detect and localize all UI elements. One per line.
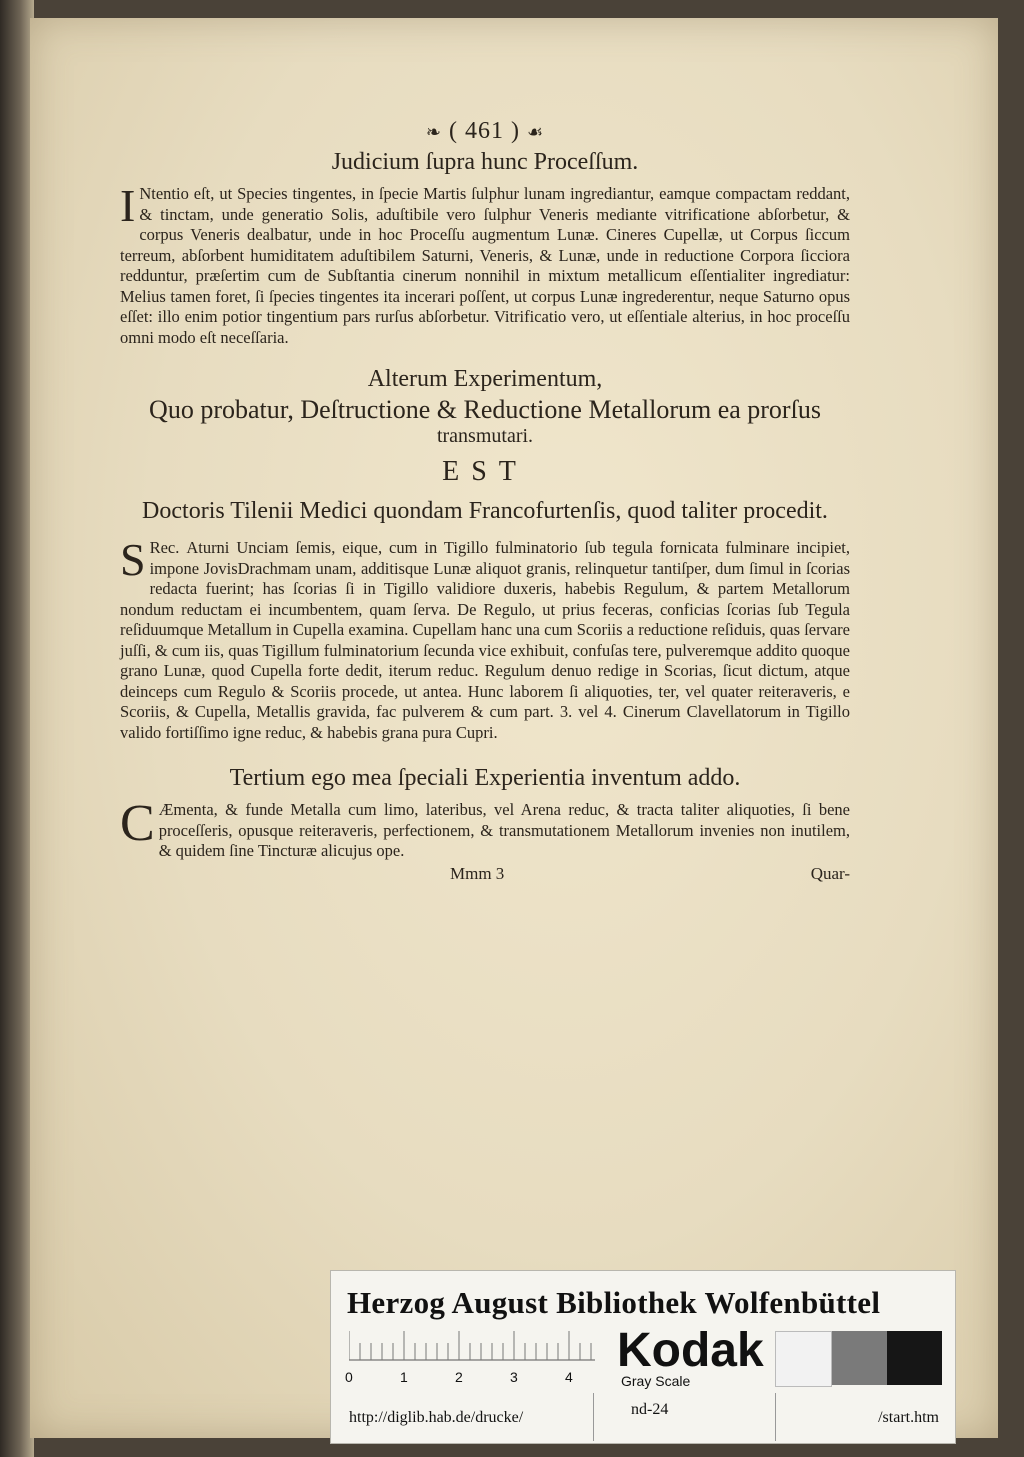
kodak-logo: Kodak (617, 1324, 764, 1377)
page-number: ( 461 ) (448, 118, 520, 144)
ruler-number: 1 (400, 1369, 408, 1385)
ornament-right-icon: ☙ (526, 122, 545, 142)
section2-heading-line2: Quo probatur, Deſtructione & Reductione Metallorum ea prorſus (149, 395, 821, 424)
section2-body: Aturni Unciam ſemis, eique, cum in Tigillo fulminatorio ſub tegula fornicata fulminare incipiet, impone JovisDrachmam unam, additisque Lunæ aliquot granis, relinquetur tantiſper, dum ſimul in ſcorias redacta fuerint; has ſcorias ſi in Tigillo validiore duxeris, habebis Regulum, & partem Metallorum nondum reductam ei incumbentem, quam ſerva. De Regulo, ut prius feceras, conficias ſcorias ſub Tegula reſiduumque Metallum in Cupella examina. Cupellam hanc una cum Scoriis a reductione reſiduis, quas ſervare juſſi, & cum iis, quas Tigillum fulminatorium ſecunda vice exhibuit, confuſas tere, pulveremque addito quoque grano Lunæ, quod Cupella forte dedit, iterum reduc. Regulum denuo redige in Scorias, ſicut dictum, atque deinceps cum Regulo & Scoriis procede, ut antea. Hunc laborem ſi aliquoties, ter, vel quater reiteraveris, e Scoriis, & Cupella, Metallis gravida, fac pulverem & cum part. 3. vel 4. Cinerum Clavellatorum in Tigillo valido fortiſſimo igne reduc, & habebis grana pura Cupri. (120, 538, 851, 742)
page-footer (120, 864, 850, 884)
grayscale-label: Gray Scale (621, 1373, 691, 1389)
section1-heading: Judicium ſupra hunc Proceſſum. (331, 149, 639, 175)
section2-dropcap: S (120, 534, 146, 585)
ruler-numbers (345, 1369, 595, 1389)
section2-lead: Rec. (149, 538, 180, 557)
card-code: nd-24 (631, 1401, 669, 1418)
ruler-number: 3 (510, 1369, 518, 1385)
page-text-block (120, 118, 850, 884)
section2-heading-line1: Alterum Experimentum, (367, 366, 603, 392)
swatch-dark (887, 1331, 942, 1385)
section3-body: Æmenta, & funde Metalla cum limo, lateribus, vel Arena reduc, & tracta taliter aliquoties, ſi bene proceſſeris, opusque reiteraveris, perfectionem, & transmutationem Metallorum invenies non inutilem, & quidem ſine Tincturæ alicujus ope. (158, 800, 850, 860)
section2-paragraph (120, 534, 851, 743)
section2-subheading: Doctoris Tilenii Medici quondam Francofurtenſis, quod taliter procedit. (142, 498, 828, 524)
ruler-number: 2 (455, 1369, 463, 1385)
page-number-header (120, 118, 850, 145)
section2-heading-line3: transmutari. (436, 425, 534, 447)
section2-est: EST (442, 456, 528, 487)
section1-dropcap: I (120, 180, 136, 231)
institution-label: Herzog August Bibliothek Wolfenbüttel (347, 1285, 881, 1320)
book-spine-shadow (0, 0, 34, 1457)
ruler-number: 4 (565, 1369, 573, 1385)
card-start: /start.htm (878, 1409, 939, 1426)
catchword: Quar- (810, 863, 850, 883)
signature-mark: Mmm 3 (450, 863, 505, 883)
card-url: http://diglib.hab.de/drucke/ (349, 1409, 524, 1426)
section3-paragraph (120, 795, 850, 862)
section1-body: Ntentio eſt, ut Species tingentes, in ſpecie Martis ſulphur lunam ingrediantur, eamque compactam reddant, & tinctam, unde generatio Solis, aduſtibile vero ſulphur Veneris mediante vitrificatione abſorbetur, & corpus Veneris dealbatur, unde in hoc Proceſſu augmentum Lunæ. Cineres Cupellæ, ut Corpus ſiccum terreum, abſorbent humiditatem aduſtibilem Saturni, Veneris, & Lunæ, unde in reductione Corpora ſicciora redduntur, præſertim cum de Subſtantia cinerum nonnihil in mixtum metallicum eſſentialiter ingrediatur: Melius tamen foret, ſi ſpecies tingentes ita incerari poſſent, ut corpus Lunæ ingrederentur, neque Saturno opus eſſet: illo enim potior tingentium pars rurſus abſorbetur. Vitrificatio vero, ut eſſentiale alterius, in hoc proceſſu omni modo eſt neceſſaria. (120, 184, 850, 347)
card-divider (775, 1393, 776, 1441)
ruler-scale-icon (349, 1331, 595, 1361)
ornament-left-icon: ❧ (425, 122, 442, 142)
section3-dropcap: C (120, 795, 155, 852)
ruler-number: 0 (345, 1369, 353, 1385)
section1-paragraph (120, 180, 850, 348)
swatch-mid (832, 1331, 887, 1385)
card-divider (593, 1393, 594, 1441)
section3-heading: Tertium ego mea ſpeciali Experientia inventum addo. (229, 765, 741, 791)
book-page (30, 18, 998, 1438)
kodak-color-card (330, 1270, 956, 1444)
swatch-light (775, 1331, 832, 1387)
grayscale-swatches (775, 1331, 942, 1385)
